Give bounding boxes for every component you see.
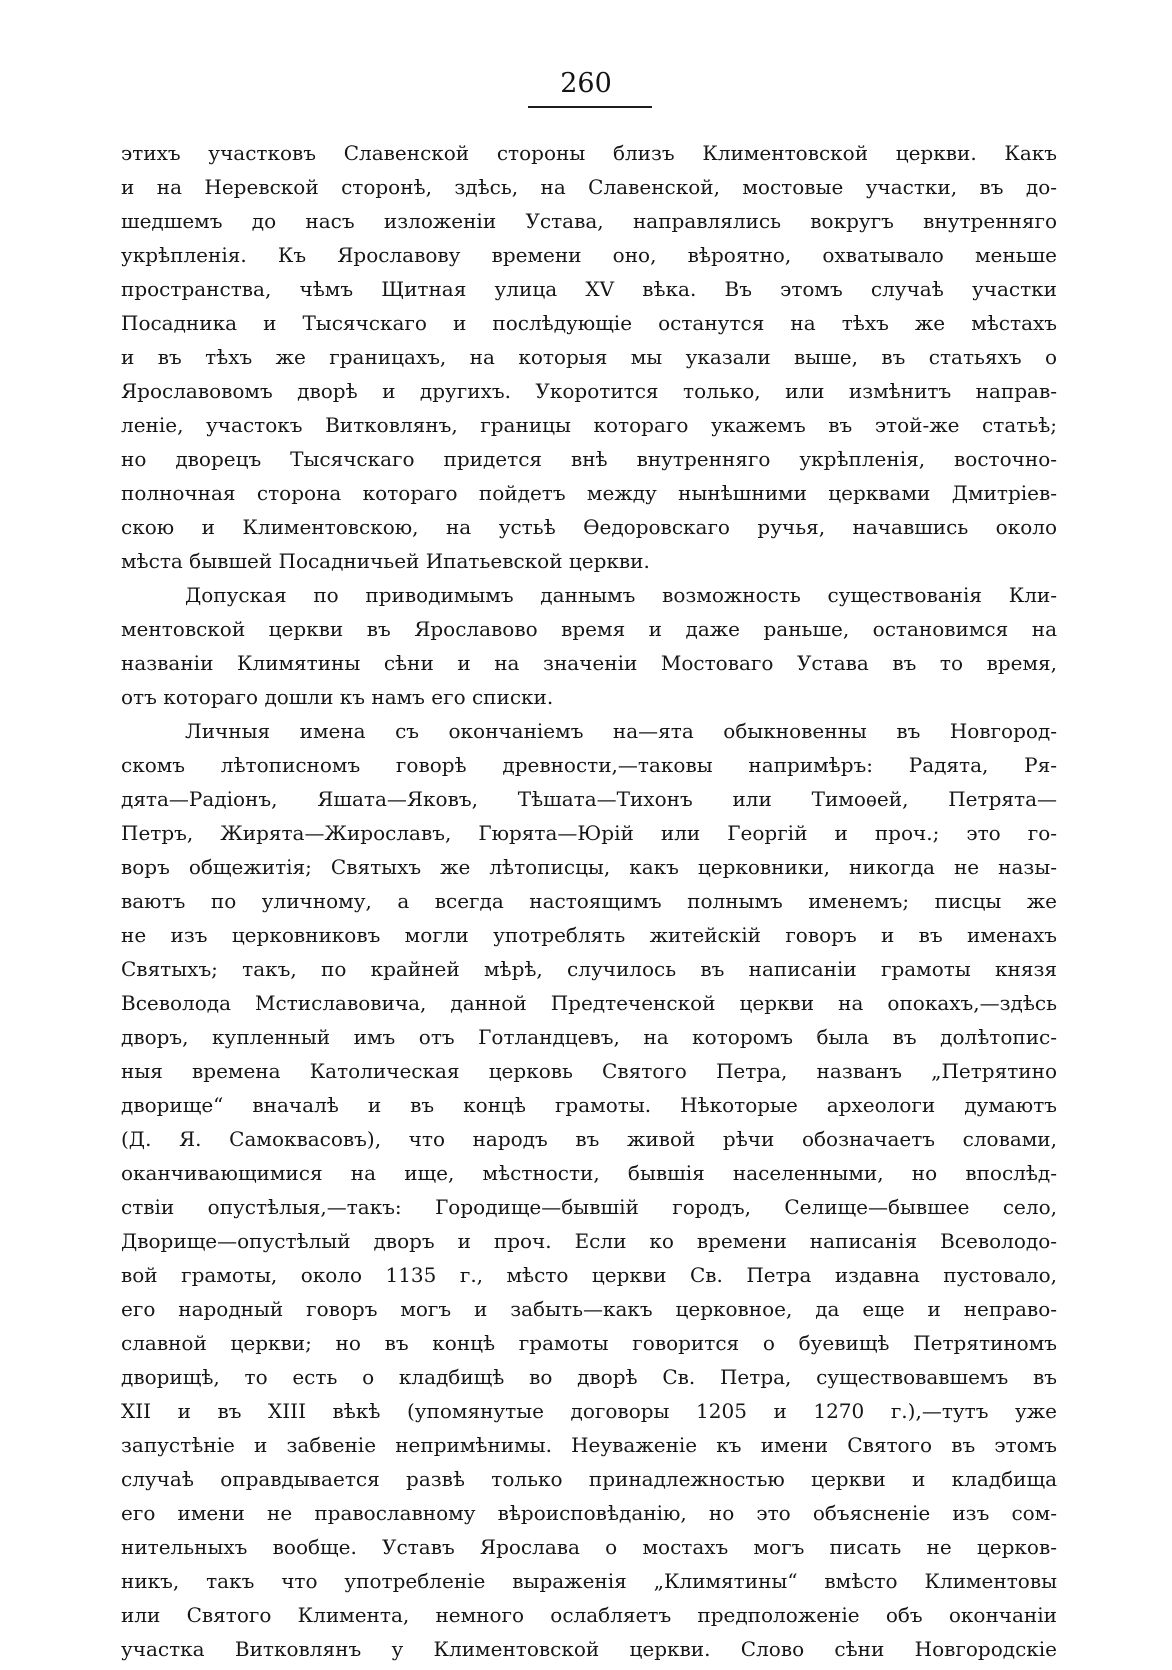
page-number: 260	[560, 68, 612, 99]
text-line: пространства, чѣмъ Щитная улица XV вѣка. Въ этомъ случаѣ участки	[121, 277, 1057, 301]
text-line: случаѣ оправдывается развѣ только принадлежностью церкви и кладбища	[121, 1467, 1057, 1491]
text-line: полночная сторона котораго пойдетъ между нынѣшними церквами Дмитріев-	[121, 481, 1057, 505]
text-line: его имени не православному вѣроисповѣданію, но это объясненіе изъ сом-	[121, 1501, 1057, 1525]
text-line: Петръ, Жирята—Жирославъ, Гюрята—Юрій или Георгій и проч.; это го-	[121, 821, 1057, 845]
text-line: дята—Радіонъ, Яшата—Яковъ, Тѣшата—Тихонъ или Тимоѳей, Петрята—	[121, 787, 1057, 811]
text-line: ствіи опустѣлыя,—такъ: Городище—бывшій городъ, Селище—бывшее село,	[121, 1195, 1057, 1219]
text-line: отъ котораго дошли къ намъ его списки.	[121, 685, 554, 709]
text-line: скомъ лѣтописномъ говорѣ древности,—таковы напримѣръ: Радята, Ря-	[121, 753, 1057, 777]
text-line: вой грамоты, около 1135 г., мѣсто церкви Св. Петра издавна пустовало,	[121, 1263, 1057, 1287]
text-line: Личныя имена съ окончаніемъ на—ята обыкновенны въ Новгород-	[185, 719, 1057, 743]
text-line: укрѣпленія. Къ Ярославову времени оно, вѣроятно, охватывало меньше	[121, 243, 1057, 267]
text-line: не изъ церковниковъ могли употреблять житейскій говоръ и въ именахъ	[121, 923, 1057, 947]
text-line: никъ, такъ что употребленіе выраженія „Климятины“ вмѣсто Климентовы	[121, 1569, 1057, 1593]
text-line: Ярославовомъ дворѣ и другихъ. Укоротится только, или измѣнитъ направ-	[121, 379, 1057, 403]
text-line: воръ общежитія; Святыхъ же лѣтописцы, какъ церковники, никогда не назы-	[121, 855, 1057, 879]
text-line: или Святого Климента, немного ослабляетъ предположеніе объ окончаніи	[121, 1603, 1057, 1627]
text-line: дворищѣ, то есть о кладбищѣ во дворѣ Св. Петра, существовавшемъ въ	[121, 1365, 1057, 1389]
text-line: Допуская по приводимымъ даннымъ возможность существованія Кли-	[185, 583, 1057, 607]
body-text	[121, 136, 1057, 1666]
text-line: славной церкви; но въ концѣ грамоты говорится о буевищѣ Петрятиномъ	[121, 1331, 1057, 1355]
text-line: дворъ, купленный имъ отъ Готландцевъ, на которомъ была въ долѣтопис-	[121, 1025, 1057, 1049]
text-line: дворище“ вначалѣ и въ концѣ грамоты. Нѣкоторые археологи думаютъ	[121, 1093, 1057, 1117]
text-line: ныя времена Католическая церковь Святого Петра, названъ „Петрятино	[121, 1059, 1057, 1083]
text-line: и въ тѣхъ же границахъ, на которыя мы указали выше, въ статьяхъ о	[121, 345, 1057, 369]
text-line: шедшемъ до насъ изложеніи Устава, направлялись вокругъ внутренняго	[121, 209, 1057, 233]
text-line: нительныхъ вообще. Уставъ Ярослава о мостахъ могъ писать не церков-	[121, 1535, 1057, 1559]
text-line: этихъ участковъ Славенской стороны близъ Климентовской церкви. Какъ	[121, 141, 1057, 165]
text-line: ваютъ по уличному, а всегда настоящимъ полнымъ именемъ; писцы же	[121, 889, 1057, 913]
text-line: и на Неревской сторонѣ, здѣсь, на Славенской, мостовые участки, въ до-	[121, 175, 1057, 199]
header-rule	[528, 106, 652, 108]
text-line: но дворецъ Тысячскаго придется внѣ внутренняго укрѣпленія, восточно-	[121, 447, 1057, 471]
text-line: оканчивающимися на ище, мѣстности, бывшія населенными, но впослѣд-	[121, 1161, 1057, 1185]
text-line: XII и въ XIII вѣкѣ (упомянутые договоры 1205 и 1270 г.),—тутъ уже	[121, 1399, 1057, 1423]
text-line: названіи Климятины сѣни и на значеніи Мостоваго Устава въ то время,	[121, 651, 1057, 675]
text-line: мѣста бывшей Посадничьей Ипатьевской церкви.	[121, 549, 650, 573]
text-line: Святыхъ; такъ, по крайней мѣрѣ, случилось въ написаніи грамоты князя	[121, 957, 1057, 981]
text-line: Дворище—опустѣлый дворъ и проч. Если ко времени написанія Всеволодо-	[121, 1229, 1057, 1253]
text-line: скою и Климентовскою, на устьѣ Ѳедоровскаго ручья, начавшись около	[121, 515, 1057, 539]
text-line: леніе, участокъ Витковлянъ, границы котораго укажемъ въ этой-же статьѣ;	[121, 413, 1057, 437]
text-line: ментовской церкви въ Ярославово время и даже раньше, остановимся на	[121, 617, 1057, 641]
text-line: участка Витковлянъ у Климентовской церкви. Слово сѣни Новгородскіе	[121, 1637, 1057, 1661]
text-line: Посадника и Тысячскаго и послѣдующіе останутся на тѣхъ же мѣстахъ	[121, 311, 1057, 335]
text-line: Всеволода Мстиславовича, данной Предтеченской церкви на опокахъ,—здѣсь	[121, 991, 1057, 1015]
text-line: его народный говоръ могъ и забыть—какъ церковное, да еще и неправо-	[121, 1297, 1057, 1321]
text-line: запустѣніе и забвеніе непримѣнимы. Неуваженіе къ имени Святого въ этомъ	[121, 1433, 1057, 1457]
text-line: (Д. Я. Самоквасовъ), что народъ въ живой рѣчи обозначаетъ словами,	[121, 1127, 1057, 1151]
